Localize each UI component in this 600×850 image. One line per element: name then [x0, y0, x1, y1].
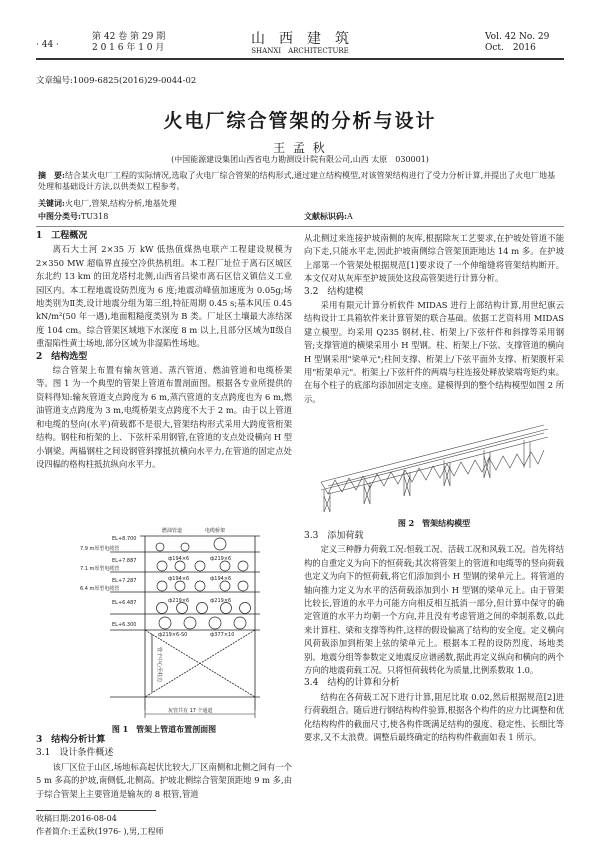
fig1-pipe-3: ф219×6 — [168, 598, 190, 604]
figure-1-drawing — [50, 522, 280, 722]
author: 王 孟 秋 — [273, 141, 327, 155]
left-column-bottom — [36, 734, 292, 801]
footnote-rule — [36, 810, 156, 811]
section-3-title: 3 结构分析计算 — [36, 735, 106, 745]
fig1-pipe-5: ф219×6 — [210, 556, 232, 562]
clc-label: 中图分类号: — [38, 211, 81, 221]
volume-cn: 第 42 卷 第 29 期 — [92, 32, 166, 42]
abstract-rule — [36, 226, 564, 227]
volume-en: Vol. 42 No. 29 — [485, 32, 550, 42]
left-column-top — [36, 230, 292, 471]
affiliation: (中国能源建设集团山西省电力勘测设计院有限公司,山西 太原 030001) — [171, 155, 429, 164]
fig1-top-label-oil: 燃油管道 — [162, 528, 183, 534]
section-3-3-para: 定义三种静力荷载工况:恒载工况、活载工况和风载工况。首先将结构的自重定义为向下的恒荷载;其次将管架上的管道和电缆等的竖向荷载也定义为向下的恒荷载,将它们添加到小 H 型钢的梁单元上。将管道的轴向推力定义为水平的活荷载添加到小 H 型钢的梁单元上。由于管架比较长,管道的水平力可能方向相反相互抵消一部分,但计算中保守的确定管道的水平力均朝一个方向,并且没有考虑管道之间的牵制系数,以此来计算柱、梁和支撑等构件,这样的假设偏离了结构的安全度。定义横向风荷载添加到桁架上弦的梁单元上。根据本工程的设防烈度、场地类别、地震分组等参数定义地震反应谱函数,据此再定义纵向和横向的两个方向的地震荷载工况。只将恒荷载转化为质量,比例系数取 1.0。 — [304, 544, 565, 676]
right-continued-para: 从北侧过来连接护坡南侧的灰库,根据除灰工艺要求,在护坡处管道不能向下走,只能水平走,因此护坡南侧综合管架顶距地达 14 m 多。在护坡上部第一个管架处根据规范[1]要求设了一个伸缩缝将管架结构断开。本文仅对从灰库至护坡顶处这段高管架进行计算分析。 — [304, 233, 564, 284]
section-3-2-para: 采用有限元计算分析软件 MIDAS 进行上部结构计算,用世纪旗云结构设计工具箱软件来计算管架的联合基础。依据工艺资料用 MIDAS 建立模型。均采用 Q235 钢材,柱、桁架上/下弦杆件和斜撑等采用钢管;支撑管道的横梁采用小 H 型钢。柱、桁架上/下弦、支撑管道的横向 H 型钢采用"梁单元";柱间支撑、桁架上/下弦平面外支撑、桁架腹杆采用"桁架单元"。桁架上/下弦杆件的两端与柱连接处释放梁端弯矩约束。在每个柱子的底部均添加固定支座。建模得到的整个结构模型如图 2 所示。 — [304, 300, 564, 404]
fig1-pipe-1: ф194×6 — [168, 576, 190, 582]
fig1-el-1: 7.9 m厚型电缆管 — [80, 546, 120, 552]
keywords — [38, 198, 562, 209]
doc-label: 文献标识码: — [304, 211, 347, 221]
doc-code — [304, 211, 504, 222]
doc-text: A — [346, 212, 353, 221]
fig1-bottom-0: ф219×6-S0 — [158, 632, 188, 638]
right-column-bottom — [304, 530, 564, 745]
section-3-3-title: 3.3 添加荷载 — [304, 531, 364, 541]
section-3-4-para: 结构在各荷载工况下进行计算,阻尼比取 0.02,然后根据规范[2]进行荷载组合。随后进行钢结构构件验算,根据各个构件的应力比调整和优化结构构件的截面尺寸,使各构件既满足结构的强度、稳定性、长细比等要求,又不太浪费。调整后最终确定的结构构件截面如表 1 所示。 — [304, 691, 564, 743]
fig1-side-label: 管子中心至柱边 — [156, 647, 162, 683]
footnote-author: 作者简介:王孟秋(1976- ),男,工程师 — [36, 827, 164, 836]
right-column-top — [304, 232, 564, 406]
page-number: · 44 · — [36, 40, 59, 50]
fig1-el-0: EL+8.700 — [112, 536, 137, 542]
fig1-el-4: EL+7.287 — [112, 578, 137, 584]
section-3-1-para: 该厂区位于山区,场地标高起伏比较大,厂区南侧和北侧之间有一个 5 m 多高的护坡,南侧低,北侧高。护坡北侧综合管架顶距地 9 m 多,由于综合管架上主要管道是输灰的 8 根管,管道 — [36, 761, 292, 799]
section-1-title: 1 工程概况 — [36, 231, 88, 241]
article-title: 火电厂综合管架的分析与设计 — [163, 110, 437, 132]
figure-2-drawing — [316, 420, 552, 516]
fig1-pipe-0: ф194×6 — [168, 556, 190, 562]
date-en: Oct. 2016 — [485, 43, 536, 53]
fig1-top-label-cable: 电缆桥架 — [205, 528, 226, 534]
fig1-el-2: EL+7.887 — [112, 558, 137, 564]
header-rule — [36, 58, 564, 60]
section-3-1-title: 3.1 设计条件概述 — [36, 748, 114, 759]
abstract-label: 摘 要: — [38, 170, 65, 180]
clc-text: TU318 — [80, 212, 109, 221]
date-cn: 2 0 1 6 年 1 0 月 — [92, 43, 165, 53]
fig1-pipe-4: ф219×6 — [210, 598, 232, 604]
abstract — [38, 170, 562, 192]
section-3-4-title: 3.4 结构的计算和分析 — [304, 678, 400, 689]
figure-2-caption: 图 2 管架结构模型 — [397, 518, 471, 528]
keywords-text: 火电厂,管架,结构分析,地基处理 — [64, 199, 177, 208]
article-number: 文章编号:1009-6825(2016)29-0044-02 — [36, 76, 197, 86]
fig1-el-6: EL+6.487 — [112, 600, 137, 606]
abstract-text: 结合某火电厂工程的实际情况,选取了火电厂综合管架的结构形式,通过建立结构模型,对该管架结构进行了受力分析计算,并提出了火电厂地基处理和基础设计方法,以供类似工程参考。 — [38, 171, 556, 191]
fig1-dim-label: 灰管共有 17 个通道 — [168, 708, 213, 714]
figure-1-caption: 图 1 管架上管道布置剖面图 — [111, 724, 217, 734]
fig1-el-5: 6.4 m厚型电缆管 — [80, 586, 120, 592]
section-2-title: 2 结构选型 — [36, 351, 88, 362]
fig1-bottom-1: ф377×10 — [210, 632, 235, 638]
section-3-2-title: 3.2 结构建模 — [304, 286, 364, 297]
section-2-para: 综合管架上布置有输灰管道、蒸汽管道、燃油管道和电缆桥架等。图 1 为一个典型的管架上管道布置剖面图。根据各专业所提供的资料得知:输灰管道支点跨度为 6 m,蒸汽管道的支点跨度也为 6 m,燃油管道支点跨度为 3 m,电缆桥架支点跨度不大于 2 m。由于以上管道和电缆的竖向(水平)荷载都不是很大,管架结构形式采用大跨度管桁架结构。钢柱和桁架的上、下弦杆采用钢管,在管道的支点处设横向 H 型小钢梁。两榀钢柱之间设钢管斜撑抵抗横向水平力,在管道的固定点处设四榀的格构柱抵抗纵向水平力。 — [36, 365, 292, 469]
fig1-el-7: EL+6.300 — [112, 622, 137, 628]
keywords-label: 关键词: — [38, 198, 65, 208]
fig1-el-3: 7.1 m厚型电缆管 — [80, 566, 120, 572]
journal-title-en: SHANXI ARCHITECTURE — [251, 47, 349, 55]
fig1-pipe-2: ф194×6 — [210, 576, 232, 582]
classification — [38, 211, 298, 222]
footnote-received: 收稿日期:2016-08-04 — [36, 814, 117, 823]
journal-title-cn: 山 西 建 筑 — [251, 31, 349, 47]
section-1-para: 离石大土河 2×35 万 kW 低热值煤热电联产工程建设规模为 2×350 MW 超临界直接空冷供热机组。本工程厂址位于离石区城区东北约 13 km 的田龙塔村北侧,山西省吕梁市离石区信义镇信义工业园区内。本工程地震设防烈度为 6 度;地震动峰值加速度为 0.05g;场地类别为Ⅱ类,设计地震分组为第三组,特征周期 0.45 s;基本风压 0.45 kN/m²(50 年一遇),地面粗糙度类别为 B 类。厂址区土壤最大冻结深度 104 cm。综合管架区域地下水深度 8 m 以上,且部分区域为Ⅱ级自重湿陷性黄土场地,部分区域为非湿陷性场地。 — [36, 244, 292, 349]
